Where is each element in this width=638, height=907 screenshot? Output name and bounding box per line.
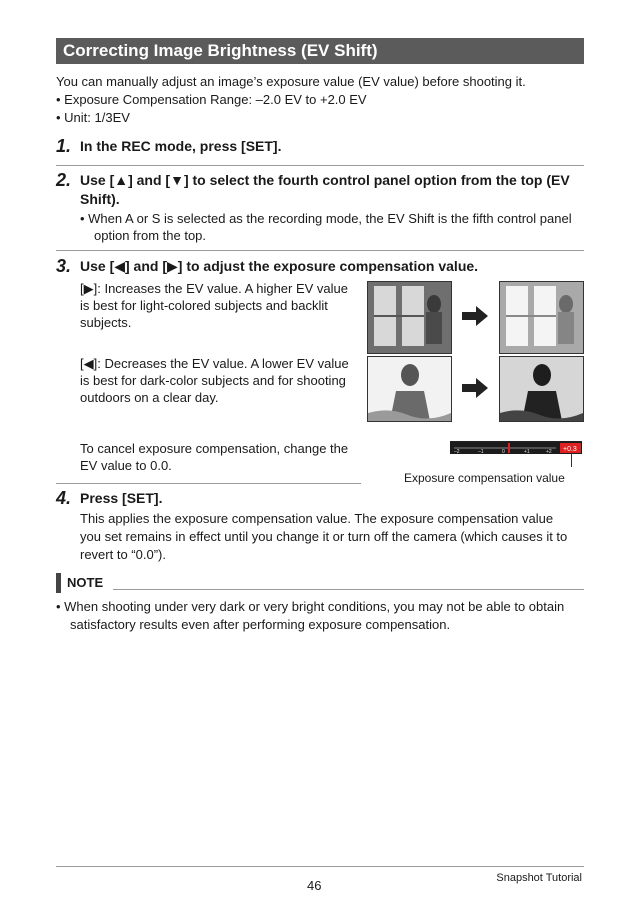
bullet-range: • Exposure Compensation Range: –2.0 EV to +2.0 EV <box>56 92 367 107</box>
bullet-unit: • Unit: 1/3EV <box>56 110 130 125</box>
intro-block <box>56 73 596 127</box>
step-1-number: 1. <box>56 136 72 156</box>
increase-text: Increases the EV value. A higher EV value is best for light-colored subjects and backlit subjects. <box>80 281 349 330</box>
page-number: 46 <box>307 878 322 893</box>
step-2-note: • When A or S is selected as the recording mode, the EV Shift is the fifth control panel option from the top. <box>80 211 572 243</box>
photo-window-before <box>367 281 452 354</box>
intro-text: You can manually adjust an image’s exposure value (EV value) before shooting it. <box>56 74 526 89</box>
window-scene-image <box>368 282 451 353</box>
step-4-text: Press [SET]. <box>80 490 163 506</box>
step-3 <box>56 257 584 277</box>
arrow-right-icon <box>462 306 488 326</box>
ev-tick-zero: 0 <box>502 449 505 454</box>
step-3-text: Use [◀] and [▶] to adjust the exposure compensation value. <box>80 258 479 274</box>
section-title: Correcting Image Brightness (EV Shift) <box>56 38 584 64</box>
ev-tick-plus2: +2 <box>546 449 552 454</box>
note-text: • When shooting under very dark or very bright conditions, you may not be able to obtain satisfactory results even after performing exposure compensation. <box>56 599 565 632</box>
step-4 <box>56 489 584 509</box>
arrow-right-icon <box>462 378 488 398</box>
divider <box>56 250 584 251</box>
outdoor-scene-dark-image <box>500 357 583 421</box>
step-4-number: 4. <box>56 488 72 508</box>
photo-outdoor-before <box>367 356 452 422</box>
note-label: NOTE <box>67 575 104 590</box>
divider <box>56 165 584 166</box>
increase-key: [▶]: <box>80 281 101 296</box>
decrease-text: Decreases the EV value. A lower EV value is best for dark-color subjects and for shooting outdoors on a clear day. <box>80 356 349 405</box>
step-2 <box>56 171 584 209</box>
ev-caption: Exposure compensation value <box>404 471 565 485</box>
divider <box>56 483 361 484</box>
footer-section: Snapshot Tutorial <box>496 872 582 884</box>
note-divider <box>113 589 584 590</box>
increase-description <box>80 280 360 331</box>
step-2-number: 2. <box>56 170 72 190</box>
step-1-text: In the REC mode, press [SET]. <box>80 138 282 154</box>
ev-tick-minus2: –2 <box>454 449 460 454</box>
decrease-key: [◀]: <box>80 356 101 371</box>
window-scene-bright-image <box>500 282 583 353</box>
photo-window-after <box>499 281 584 354</box>
photo-outdoor-after <box>499 356 584 422</box>
ev-value-readout: +0.3 <box>563 446 577 453</box>
step-4-body: This applies the exposure compensation value. The exposure compensation value you set remains in effect until you change it or turn off the camera (which causes it to revert to “0.0”). <box>80 511 568 562</box>
ev-tick-minus1: –1 <box>478 449 484 454</box>
cancel-instruction: To cancel exposure compensation, change the EV value to 0.0. <box>80 441 349 473</box>
decrease-description <box>80 355 360 406</box>
outdoor-scene-image <box>368 357 451 421</box>
note-marker <box>56 573 61 593</box>
caption-leader-line <box>571 453 572 467</box>
footer-divider <box>56 866 584 867</box>
ev-tick-plus1: +1 <box>524 449 530 454</box>
step-1 <box>56 137 584 157</box>
step-3-number: 3. <box>56 256 72 276</box>
step-2-text: Use [▲] and [▼] to select the fourth control panel option from the top (EV Shift). <box>80 172 570 207</box>
ev-scale-graphic <box>450 442 582 454</box>
ev-compensation-bar <box>450 441 582 453</box>
